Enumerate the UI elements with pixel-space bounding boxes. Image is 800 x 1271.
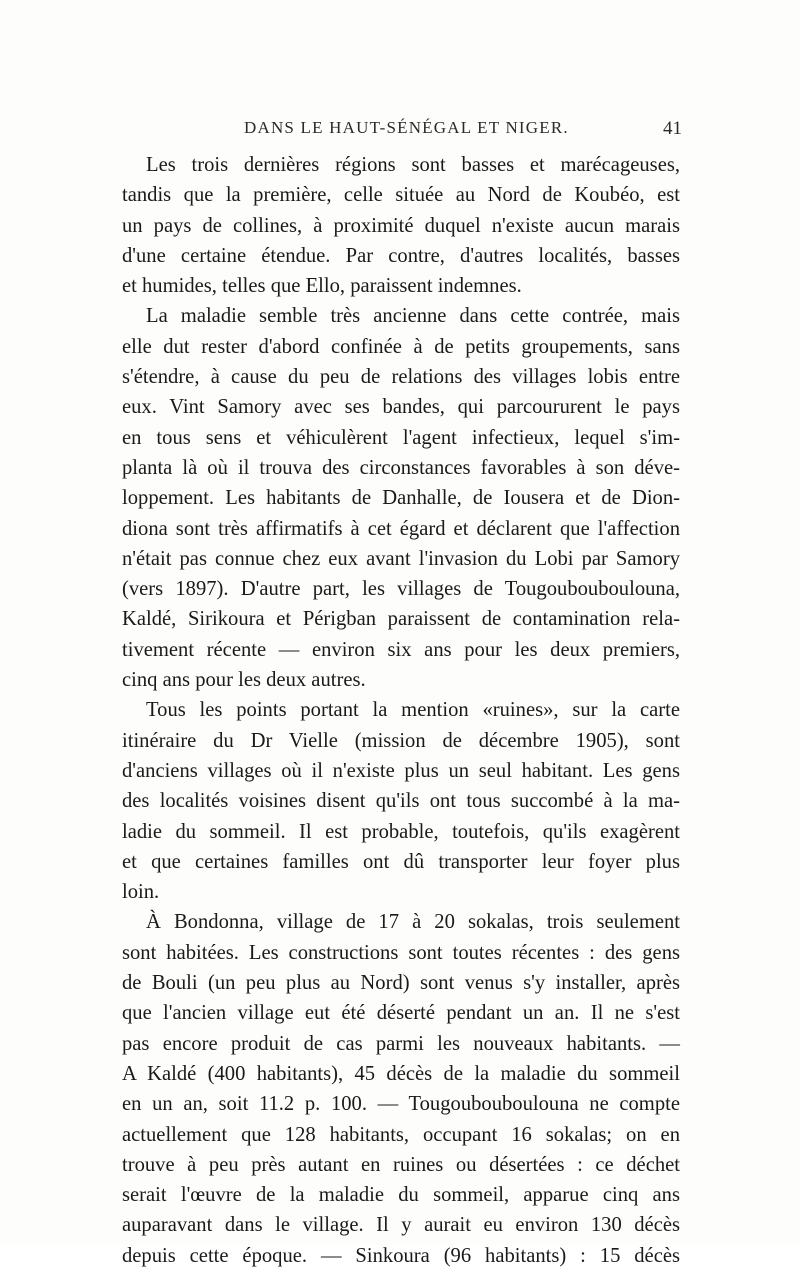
text-line: planta là où il trouva des circonstances favorables à son déve- [122,456,680,479]
text-line: loin. [122,881,160,904]
text-line: Les trois dernières régions sont basses et marécageuses, [146,154,680,176]
text-line: d'anciens villages où il n'existe plus un seul habitant. Les gens [122,759,680,782]
body-text [122,150,680,1271]
text-line: et humides, telles que Ello, paraissent indemnes. [122,275,522,298]
text-line: et que certaines familles ont dû transporter leur foyer plus [122,850,680,873]
text-line: À Bondonna, village de 17 à 20 sokalas, trois seulement [146,911,680,934]
text-line: d'une certaine étendue. Par contre, d'autres localités, basses [122,244,680,267]
text-line: pas encore produit de cas parmi les nouveaux habitants. — [122,1032,680,1055]
text-line: Tous les points portant la mention «ruines», sur la carte [146,699,680,722]
text-line: n'était pas connue chez eux avant l'invasion du Lobi par Samory [122,547,680,570]
text-line: actuellement que 128 habitants, occupant 16 sokalas; on en [122,1123,680,1146]
text-line: eux. Vint Samory avec ses bandes, qui parcoururent le pays [122,396,680,419]
text-line: serait l'œuvre de la maladie du sommeil, apparue cinq ans [122,1184,680,1207]
paragraph [122,150,680,301]
page-number: 41 [663,118,682,139]
text-line: itinéraire du Dr Vielle (mission de décembre 1905), sont [122,729,680,752]
text-line: depuis cette époque. — Sinkoura (96 habitants) : 15 décès [122,1244,680,1267]
text-line: s'étendre, à cause du peu de relations des villages lobis entre [122,366,680,389]
text-line: des localités voisines disent qu'ils ont tous succombé à la ma- [122,790,680,813]
text-line: sont habitées. Les constructions sont toutes récentes : des gens [122,941,680,964]
text-line: tandis que la première, celle située au Nord de Koubéo, est [122,184,680,207]
paragraph [122,301,680,695]
text-line: diona sont très affirmatifs à cet égard et déclarent que l'affection [122,517,680,540]
text-line: auparavant dans le village. Il y aurait eu environ 130 décès [122,1214,680,1237]
text-line: que l'ancien village eut été déserté pendant un an. Il ne s'est [122,1002,680,1025]
text-line: en un an, soit 11.2 p. 100. — Tougoubouboulouna ne compte [122,1093,680,1116]
text-line: loppement. Les habitants de Danhalle, de Iousera et de Dion- [122,487,680,510]
text-line: en tous sens et véhiculèrent l'agent infectieux, lequel s'im- [122,426,680,449]
running-title: DANS LE HAUT-SÉNÉGAL ET NIGER. [244,118,569,137]
text-line: trouve à peu près autant en ruines ou désertées : ce déchet [122,1153,680,1176]
paragraph [122,907,680,1271]
text-line: A Kaldé (400 habitants), 45 décès de la maladie du sommeil [122,1062,680,1085]
text-line: (vers 1897). D'autre part, les villages de Tougoubouboulouna, [122,578,680,601]
text-line: cinq ans pour les deux autres. [122,669,366,692]
text-line: La maladie semble très ancienne dans cette contrée, mais [146,305,680,328]
text-line: ladie du sommeil. Il est probable, toutefois, qu'ils exagèrent [122,820,680,843]
text-line: elle dut rester d'abord confinée à de petits groupements, sans [122,335,680,358]
text-line: un pays de collines, à proximité duquel n'existe aucun marais [122,214,680,237]
text-line: de Bouli (un peu plus au Nord) sont venus s'y installer, après [122,972,680,995]
text-line: Kaldé, Sirikoura et Périgban paraissent de contamination rela- [122,608,680,631]
text-line: tivement récente — environ six ans pour les deux premiers, [122,638,680,661]
paragraph [122,695,680,907]
running-head [120,118,682,144]
